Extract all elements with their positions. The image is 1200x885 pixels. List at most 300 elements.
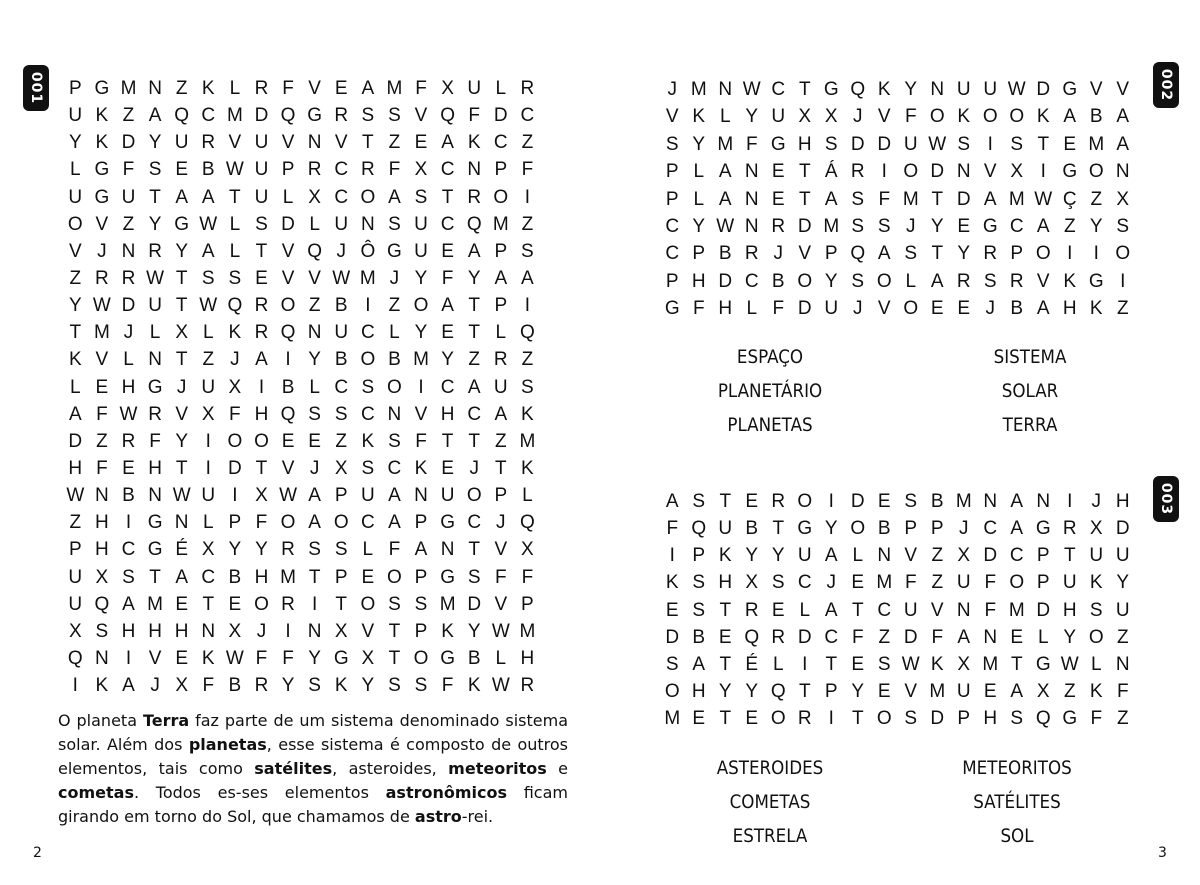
grid-letter: V	[414, 105, 428, 127]
grid-letter: W	[491, 675, 510, 697]
grid-letter: M	[519, 620, 536, 642]
grid-letter: V	[904, 680, 918, 702]
grid-row	[62, 346, 541, 373]
grid-letter: Y	[745, 680, 759, 702]
grid-letter: C	[360, 322, 375, 344]
grid-letter: L	[282, 186, 294, 208]
grid-letter: M	[1008, 188, 1025, 210]
grid-letter: F	[666, 518, 679, 540]
grid-letter: R	[1009, 270, 1024, 292]
grid-letter: S	[851, 215, 865, 237]
grid-letter: M	[413, 349, 429, 371]
grid-letter: X	[1089, 518, 1103, 540]
grid-letter: R	[334, 105, 349, 127]
grid-letter: P	[1010, 243, 1024, 265]
grid-letter: K	[521, 457, 534, 479]
grid-letter: C	[440, 159, 455, 181]
grid-letter: Z	[931, 545, 944, 567]
grid-letter: V	[904, 545, 918, 567]
grid-letter: I	[72, 675, 78, 697]
grid-letter: H	[68, 457, 83, 479]
grid-letter: P	[665, 270, 679, 292]
grid-letter: L	[522, 485, 533, 507]
grid-letter: H	[1062, 298, 1077, 320]
grid-letter: T	[202, 593, 215, 615]
grid-letter: R	[493, 349, 508, 371]
grid-letter: F	[388, 159, 401, 181]
grid-letter: V	[877, 106, 891, 128]
grid-letter: I	[285, 620, 291, 642]
grid-letter: J	[336, 240, 346, 262]
grid-letter: F	[388, 539, 401, 561]
grid-letter: Z	[1090, 188, 1103, 210]
grid-letter: N	[467, 159, 482, 181]
grid-letter: G	[333, 647, 349, 669]
grid-letter: A	[718, 188, 732, 210]
grid-letter: R	[307, 159, 322, 181]
grid-letter: X	[745, 572, 759, 594]
grid-letter: U	[334, 322, 349, 344]
grid-letter: C	[440, 213, 455, 235]
grid-letter: P	[334, 485, 348, 507]
grid-letter: G	[440, 566, 455, 588]
grid-letter: S	[95, 620, 109, 642]
grid-letter: S	[228, 267, 242, 289]
grid-letter: Z	[308, 295, 321, 317]
grid-letter: U	[903, 599, 918, 621]
grid-row	[659, 569, 1136, 596]
grid-letter: I	[285, 349, 291, 371]
grid-letter: U	[983, 79, 998, 100]
grid-letter: E	[228, 593, 242, 615]
grid-letter: O	[466, 485, 482, 507]
grid-letter: S	[904, 243, 918, 265]
grid-letter: D	[665, 626, 680, 648]
grid-letter: D	[930, 708, 945, 730]
grid-letter: W	[199, 213, 218, 235]
grid-letter: L	[1090, 653, 1102, 675]
grid-letter: V	[175, 403, 189, 425]
grid-letter: C	[665, 215, 680, 237]
grid-letter: X	[957, 545, 971, 567]
grid-letter: K	[95, 675, 109, 697]
grid-letter: L	[495, 647, 507, 669]
grid-letter: J	[906, 215, 916, 237]
grid-letter: Z	[335, 430, 348, 452]
grid-letter: U	[68, 105, 83, 127]
text-run: , asteroides,	[332, 759, 449, 778]
grid-letter: C	[520, 105, 535, 127]
grid-letter: Q	[770, 680, 786, 702]
grid-letter: X	[334, 457, 348, 479]
grid-letter: F	[878, 188, 891, 210]
grid-letter: Y	[281, 675, 295, 697]
grid-letter: F	[229, 403, 241, 425]
grid-letter: F	[96, 457, 108, 479]
grid-letter: A	[201, 186, 215, 208]
grid-letter: Q	[850, 243, 866, 265]
grid-letter: W	[225, 647, 244, 669]
grid-letter: P	[665, 188, 679, 210]
grid-letter: W	[172, 485, 191, 507]
grid-letter: S	[467, 566, 481, 588]
grid-letter: M	[280, 566, 296, 588]
grid-letter: Q	[466, 213, 482, 235]
grid-letter: C	[440, 376, 455, 398]
grid-letter: R	[281, 593, 295, 615]
grid-letter: T	[255, 457, 268, 479]
grid-letter: A	[175, 566, 189, 588]
grid-letter: R	[201, 132, 216, 154]
grid-letter: P	[414, 512, 428, 534]
grid-letter: L	[495, 78, 507, 99]
grid-letter: L	[772, 653, 784, 675]
grid-letter: U	[956, 572, 971, 594]
grid-letter: O	[903, 161, 919, 183]
grid-letter: Q	[174, 105, 190, 127]
grid-letter: A	[983, 188, 997, 210]
grid-letter: B	[692, 626, 706, 648]
grid-letter: X	[201, 403, 215, 425]
grid-letter: Y	[692, 215, 706, 237]
grid-letter: T	[1037, 133, 1050, 155]
grid-letter: S	[308, 539, 321, 561]
grid-letter: X	[175, 322, 189, 344]
grid-letter: U	[121, 186, 136, 208]
grid-letter: L	[799, 599, 811, 621]
grid-letter: K	[95, 132, 109, 154]
grid-letter: O	[982, 106, 998, 128]
grid-letter: U	[956, 79, 971, 100]
grid-letter: S	[122, 566, 135, 588]
grid-letter: V	[798, 243, 812, 265]
grid-letter: R	[1062, 518, 1077, 540]
grid-letter: U	[1115, 599, 1130, 621]
grid-letter: N	[718, 79, 733, 100]
grid-letter: P	[68, 539, 82, 561]
grid-row	[659, 678, 1136, 705]
grid-letter: S	[388, 593, 401, 615]
grid-letter: U	[414, 213, 428, 235]
grid-letter: B	[388, 349, 401, 371]
grid-letter: E	[957, 215, 971, 237]
grid-letter: S	[201, 267, 215, 289]
grid-letter: B	[1010, 298, 1024, 320]
grid-letter: N	[983, 491, 998, 512]
grid-letter: S	[665, 133, 679, 155]
grid-letter: F	[441, 675, 454, 697]
word-list-item: SISTEMA	[993, 346, 1067, 368]
grid-letter: J	[256, 620, 267, 642]
grid-letter: F	[745, 133, 758, 155]
grid-letter: N	[360, 213, 375, 235]
grid-letter: M	[492, 213, 509, 235]
grid-letter: K	[521, 403, 534, 425]
grid-letter: A	[175, 186, 189, 208]
grid-letter: R	[254, 295, 269, 317]
grid-letter: F	[1090, 708, 1103, 730]
word-search-grid-003	[659, 488, 1136, 732]
grid-letter: M	[439, 593, 456, 615]
grid-letter: G	[94, 159, 110, 181]
grid-letter: F	[521, 566, 534, 588]
grid-letter: G	[1088, 270, 1104, 292]
grid-row	[62, 536, 541, 563]
grid-letter: T	[1063, 545, 1076, 567]
grid-letter: A	[692, 653, 706, 675]
grid-letter: G	[823, 79, 839, 100]
grid-letter: Z	[122, 213, 135, 235]
grid-letter: S	[665, 653, 679, 675]
word-list-item: ASTEROIDES	[716, 757, 824, 779]
grid-letter: V	[148, 647, 162, 669]
grid-letter: S	[851, 270, 865, 292]
grid-letter: R	[254, 78, 269, 99]
grid-letter: Y	[718, 680, 732, 702]
grid-letter: T	[149, 186, 161, 208]
grid-row	[62, 102, 541, 129]
grid-letter: O	[360, 593, 376, 615]
grid-letter: I	[802, 653, 808, 675]
grid-letter: M	[902, 188, 919, 210]
grid-letter: J	[1091, 491, 1101, 512]
grid-letter: S	[521, 376, 534, 398]
grid-letter: Y	[771, 545, 785, 567]
grid-letter: P	[1036, 545, 1050, 567]
grid-letter: A	[824, 599, 838, 621]
grid-letter: T	[468, 295, 480, 317]
grid-letter: F	[931, 626, 944, 648]
grid-letter: Q	[744, 626, 760, 648]
grid-letter: S	[388, 105, 401, 127]
grid-letter: R	[148, 403, 162, 425]
grid-letter: Ô	[360, 240, 376, 262]
grid-letter: T	[851, 708, 864, 730]
grid-letter: O	[797, 270, 813, 292]
grid-letter: G	[94, 78, 110, 99]
grid-letter: Y	[68, 132, 82, 154]
grid-letter: J	[97, 240, 107, 262]
word-list-item: METEORITOS	[962, 757, 1072, 779]
grid-letter: X	[1036, 680, 1050, 702]
grid-letter: E	[175, 593, 189, 615]
grid-letter: S	[957, 133, 971, 155]
grid-letter: D	[467, 593, 482, 615]
puzzle-number-badge-003	[1153, 476, 1179, 522]
grid-letter: D	[493, 105, 508, 127]
grid-letter: Q	[691, 518, 707, 540]
grid-letter: S	[361, 457, 375, 479]
grid-letter: T	[69, 322, 82, 344]
grid-letter: K	[414, 457, 428, 479]
grid-letter: P	[414, 566, 428, 588]
grid-letter: L	[229, 78, 241, 99]
grid-letter: Z	[931, 572, 944, 594]
grid-letter: H	[797, 133, 812, 155]
grid-letter: L	[719, 106, 731, 128]
grid-letter: J	[150, 675, 160, 697]
grid-letter: R	[121, 267, 136, 289]
grid-letter: C	[467, 403, 482, 425]
grid-letter: Y	[441, 349, 454, 371]
grid-letter: E	[851, 653, 865, 675]
grid-letter: P	[494, 240, 508, 262]
grid-letter: J	[853, 298, 863, 320]
grid-letter: N	[1115, 653, 1130, 675]
grid-letter: D	[797, 298, 812, 320]
grid-letter: X	[521, 539, 534, 561]
grid-letter: F	[904, 106, 917, 128]
puzzle-001-paragraph	[58, 709, 568, 829]
grid-letter: S	[388, 213, 401, 235]
grid-letter: E	[1010, 626, 1024, 648]
grid-letter: O	[333, 512, 349, 534]
puzzle-number-001: 001	[28, 71, 45, 105]
grid-letter: F	[468, 105, 480, 127]
grid-letter: O	[254, 430, 269, 452]
grid-letter: D	[1115, 518, 1130, 540]
grid-letter: B	[467, 647, 481, 669]
grid-letter: J	[773, 243, 783, 265]
grid-letter: A	[1116, 133, 1130, 155]
grid-letter: B	[228, 566, 242, 588]
grid-letter: Z	[96, 430, 108, 452]
text-run: faz parte de um sistema denominado sistema solar. Além dos	[58, 711, 569, 754]
grid-letter: Y	[361, 675, 375, 697]
grid-letter: G	[1062, 161, 1078, 183]
grid-letter: H	[1115, 491, 1130, 512]
bold-term: astronômicos	[385, 783, 508, 802]
grid-letter: A	[1010, 518, 1024, 540]
grid-letter: M	[519, 430, 536, 452]
grid-letter: U	[1115, 545, 1130, 567]
grid-letter: W	[491, 620, 510, 642]
grid-letter: Q	[227, 295, 243, 317]
grid-letter: R	[95, 267, 109, 289]
grid-letter: N	[148, 349, 162, 371]
grid-letter: R	[281, 539, 295, 561]
grid-letter: A	[308, 512, 321, 534]
grid-row	[62, 645, 541, 672]
grid-letter: N	[307, 322, 322, 344]
grid-letter: C	[824, 626, 839, 648]
grid-letter: R	[771, 215, 786, 237]
grid-letter: Á	[824, 161, 838, 183]
grid-letter: E	[771, 161, 785, 183]
grid-letter: I	[205, 430, 211, 452]
grid-letter: F	[984, 599, 997, 621]
grid-letter: S	[824, 133, 838, 155]
grid-letter: T	[468, 322, 480, 344]
grid-letter: O	[929, 106, 945, 128]
grid-letter: M	[717, 133, 734, 155]
grid-letter: Ç	[1062, 188, 1077, 210]
grid-letter: W	[1007, 79, 1026, 100]
grid-letter: X	[95, 566, 109, 588]
grid-letter: A	[1010, 680, 1024, 702]
grid-letter: A	[1063, 106, 1077, 128]
grid-letter: F	[772, 298, 785, 320]
grid-letter: I	[1120, 270, 1126, 292]
grid-letter: V	[1089, 79, 1103, 100]
grid-letter: F	[149, 430, 161, 452]
grid-letter: V	[334, 132, 348, 154]
grid-letter: L	[746, 298, 758, 320]
grid-letter: E	[665, 599, 679, 621]
grid-letter: A	[957, 626, 971, 648]
word-list-item: SATÉLITES	[973, 791, 1061, 813]
grid-letter: T	[175, 295, 188, 317]
grid-letter: W	[146, 267, 165, 289]
grid-letter: V	[95, 213, 109, 235]
grid-letter: S	[361, 105, 375, 127]
grid-letter: R	[744, 243, 759, 265]
grid-letter: K	[1089, 298, 1103, 320]
grid-letter: F	[415, 78, 427, 99]
grid-letter: A	[201, 240, 215, 262]
grid-letter: E	[771, 188, 785, 210]
grid-letter: K	[665, 572, 679, 594]
grid-letter: U	[824, 298, 839, 320]
grid-letter: T	[362, 132, 374, 154]
grid-letter: G	[94, 186, 110, 208]
grid-letter: N	[1036, 491, 1051, 512]
grid-letter: A	[361, 78, 375, 99]
grid-letter: A	[718, 161, 732, 183]
grid-letter: P	[930, 518, 944, 540]
grid-letter: D	[850, 491, 865, 512]
grid-letter: R	[797, 708, 812, 730]
grid-row	[659, 597, 1136, 624]
grid-letter: U	[414, 240, 428, 262]
grid-row	[62, 672, 541, 699]
grid-letter: J	[667, 79, 677, 100]
grid-letter: S	[692, 572, 706, 594]
grid-letter: V	[68, 240, 82, 262]
grid-letter: I	[258, 376, 265, 398]
grid-letter: C	[1009, 215, 1024, 237]
grid-letter: E	[1063, 133, 1077, 155]
grid-letter: H	[148, 457, 162, 479]
grid-letter: Q	[280, 322, 296, 344]
grid-letter: Y	[467, 267, 481, 289]
grid-letter: H	[440, 403, 455, 425]
grid-letter: S	[255, 213, 268, 235]
grid-letter: X	[1010, 161, 1024, 183]
grid-row	[62, 509, 541, 536]
grid-letter: G	[147, 512, 163, 534]
grid-letter: K	[957, 106, 971, 128]
grid-letter: S	[1116, 215, 1130, 237]
grid-letter: H	[95, 539, 109, 561]
grid-letter: D	[121, 132, 136, 154]
grid-letter: Y	[414, 267, 428, 289]
grid-letter: Q	[307, 240, 323, 262]
grid-letter: J	[123, 322, 134, 344]
grid-letter: H	[174, 620, 189, 642]
grid-letter: B	[1089, 106, 1103, 128]
grid-letter: U	[903, 133, 918, 155]
grid-letter: I	[232, 485, 238, 507]
grid-letter: X	[1116, 188, 1130, 210]
grid-letter: N	[95, 485, 109, 507]
grid-letter: A	[308, 485, 321, 507]
text-run: O planeta	[58, 711, 143, 730]
grid-letter: D	[68, 430, 83, 452]
grid-letter: I	[1067, 243, 1073, 265]
grid-letter: T	[441, 430, 454, 452]
grid-letter: W	[901, 653, 920, 675]
